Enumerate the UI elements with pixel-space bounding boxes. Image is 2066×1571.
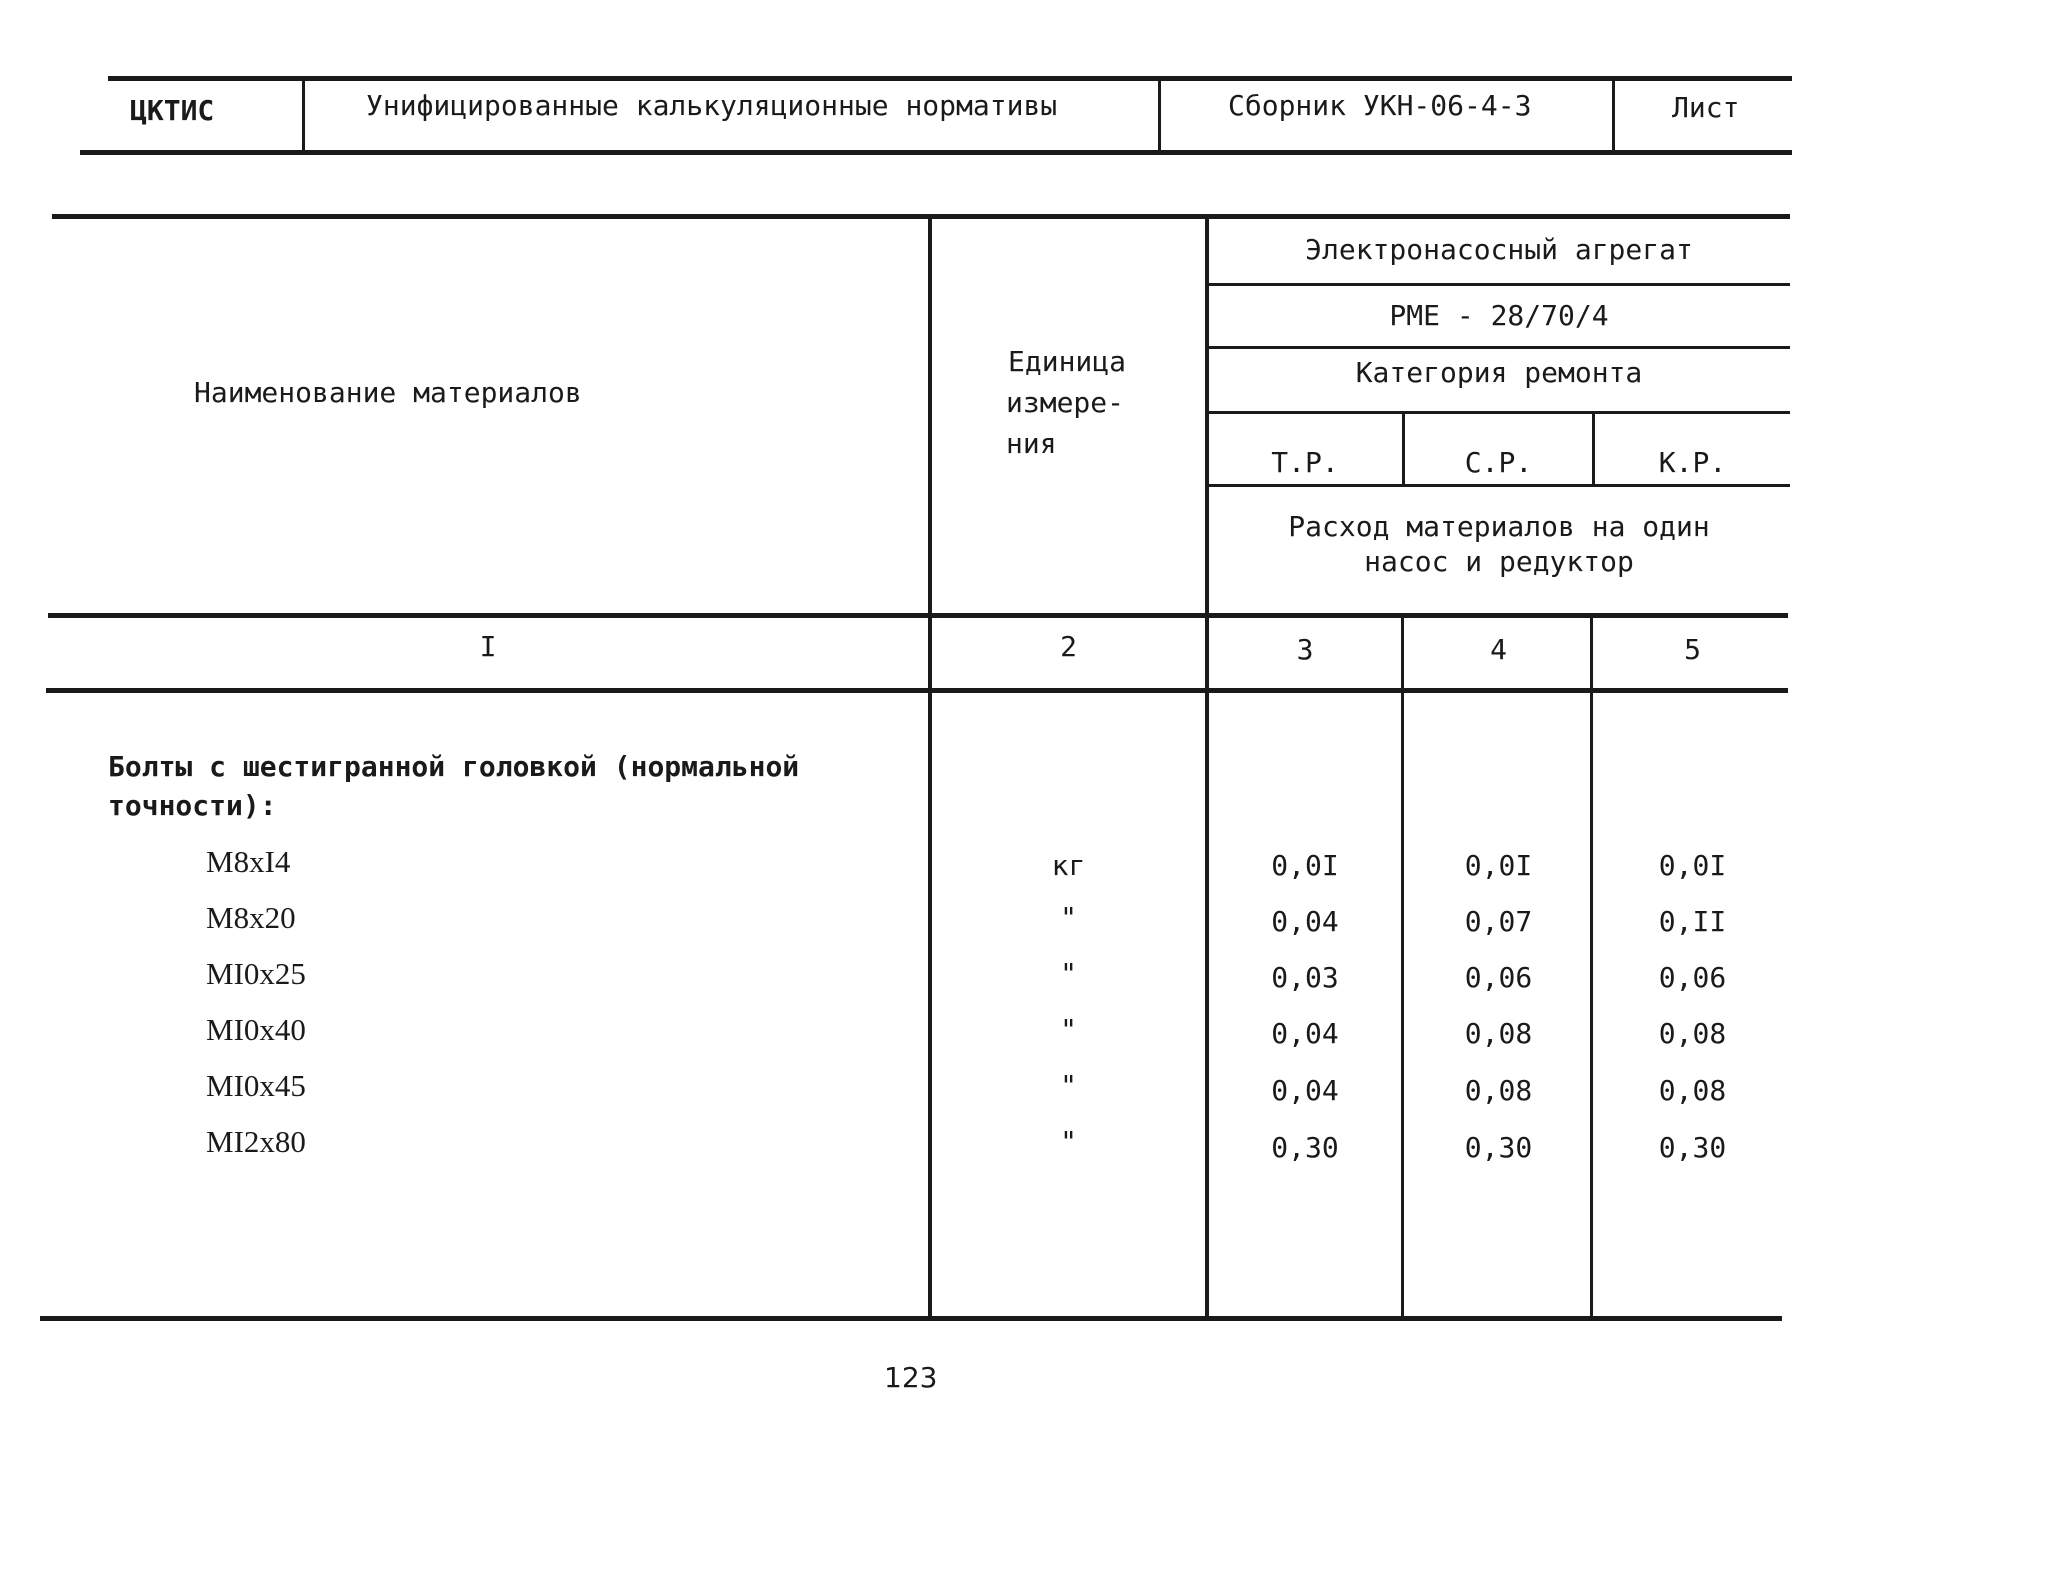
header-title: Унифицированные калькуляционные нормативы [366,89,1058,122]
category-tr: Т.Р. [1271,446,1339,479]
col-header-unit-line2: измере- [1006,386,1125,419]
aggregate-model: РМЕ - 28/70/4 [1389,299,1609,332]
column-number: 4 [1490,633,1507,666]
column-number: 5 [1684,633,1701,666]
value-tr: 0,04 [1271,1017,1339,1050]
material-name: М8хI4 [206,844,291,879]
value-kr: 0,0I [1658,849,1727,882]
table-bottom-rule [40,1316,1782,1321]
unit-cell: " [1060,1125,1077,1158]
value-sr: 0,0I [1464,849,1533,882]
header-top-rule [108,76,1792,81]
header-rule [1208,346,1790,349]
unit-cell: " [1060,901,1077,934]
value-tr: 0,30 [1271,1131,1339,1164]
value-sr: 0,07 [1464,905,1533,938]
value-sr: 0,08 [1464,1074,1533,1107]
unit-cell: кг [1051,849,1086,882]
col-header-material-name: Наименование материалов [194,376,582,409]
unit-cell: " [1060,1069,1077,1102]
material-name: МI2х80 [206,1124,306,1159]
repair-category-label: Категория ремонта [1355,356,1643,389]
column-numbers-top-rule [48,613,1788,618]
value-kr: 0,08 [1658,1017,1727,1050]
value-kr: 0,06 [1658,961,1727,994]
header-collection: Сборник УКН-06-4-3 [1228,89,1532,122]
unit-cell: " [1060,1013,1077,1046]
header-sheet: Лист [1672,91,1740,124]
header-divider [1612,76,1615,150]
col-header-unit-line3: ния [1006,427,1057,460]
value-sr: 0,30 [1464,1131,1533,1164]
value-kr: 0,II [1658,905,1727,938]
header-rule [1208,283,1790,286]
value-tr: 0,0I [1271,849,1339,882]
group-title-line2: точности): [108,789,277,822]
material-name: МI0х40 [206,1012,306,1047]
header-divider [302,76,305,150]
consumption-label-line1: Расход материалов на один [1288,510,1710,543]
header-rule [1208,411,1790,414]
column-number: 3 [1296,633,1314,666]
col-header-unit-line1: Единица [1008,345,1127,378]
unit-cell: " [1060,957,1077,990]
header-bottom-rule [80,150,1792,155]
table-top-rule [52,214,1790,219]
material-name: МI0х25 [206,956,306,991]
value-tr: 0,04 [1271,1074,1339,1107]
material-name: М8х20 [206,900,296,935]
header-org: ЦКТИС [130,94,215,127]
column-number: 2 [1060,630,1077,663]
value-kr: 0,30 [1658,1131,1727,1164]
page-number: 123 [884,1361,938,1394]
consumption-label-line2: насос и редуктор [1364,545,1634,578]
group-title-line1: Болты с шестигранной головкой (нормальной [108,750,800,783]
value-tr: 0,04 [1271,905,1339,938]
value-kr: 0,08 [1658,1074,1727,1107]
material-name: МI0х45 [206,1068,306,1103]
column-numbers-bottom-rule [46,688,1788,693]
column-number: I [479,630,497,663]
value-tr: 0,03 [1271,961,1339,994]
category-sr: С.Р. [1464,446,1533,479]
value-sr: 0,08 [1464,1017,1533,1050]
aggregate-title: Электронасосный агрегат [1305,233,1693,266]
category-kr: К.Р. [1658,446,1727,479]
header-rule [1208,484,1790,487]
value-sr: 0,06 [1464,961,1533,994]
header-divider [1158,76,1161,150]
